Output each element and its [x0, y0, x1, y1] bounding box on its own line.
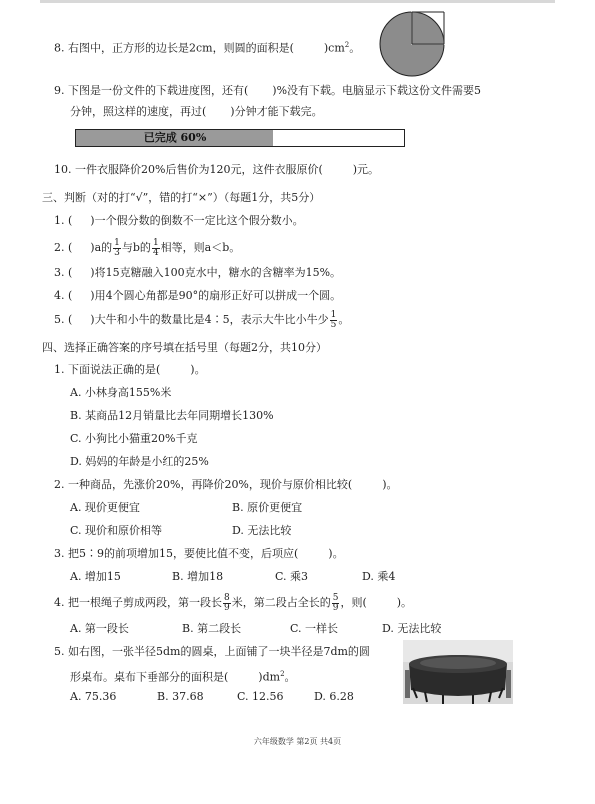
choice-5-line1: 5. 如右图，一张半径5dm的圆桌，上面铺了一块半径是7dm的圆: [54, 645, 370, 658]
progress-label: 已完成 60%: [143, 131, 207, 144]
choice-4-option-d: D. 无法比较: [382, 622, 442, 635]
choice-1-option-b: B. 某商品12月销量比去年同期增长130%: [70, 409, 274, 422]
choice-2-option-a: A. 现价更便宜: [70, 501, 140, 514]
choice-2-option-c: C. 现价和原价相等: [70, 524, 163, 537]
round-table-photo: [403, 640, 513, 704]
question-10: 10. 一件衣服降价20%后售价为120元，这件衣服原价( )元。: [54, 163, 380, 176]
fraction: $\frac{1}{4}$: [152, 237, 159, 258]
choice-3-option-c: C. 乘3: [275, 570, 309, 583]
choice-2-stem: 2. 一种商品，先涨价20%，再降价20%，现价与原价相比较( )。: [54, 478, 398, 491]
choice-4-stem: 4. 把一根绳子剪成两段，第一段长 $\frac{8}{9}$ 米，第二段占全长的 $\frac{5}{9}$ ，则( )。: [54, 592, 413, 613]
choice-3-option-d: D. 乘4: [362, 570, 396, 583]
fraction: $\frac{8}{9}$: [224, 592, 230, 613]
page-top-edge: [40, 0, 555, 3]
fraction: $\frac{5}{9}$: [332, 592, 339, 613]
judge-2: 2. ( )a的 $\frac{1}{3}$ 与b的 $\frac{1}{4}$ 相等，则a＜b。: [54, 237, 241, 258]
choice-1-option-c: C. 小狗比小猫重20%千克: [70, 432, 198, 445]
judge-4: 4. ( )用4个圆心角都是90°的扇形正好可以拼成一个圆。: [54, 289, 342, 302]
choice-5-option-a: A. 75.36: [70, 690, 117, 703]
circle-square-figure: [377, 9, 447, 79]
section-4-title: 四、选择正确答案的序号填在括号里（每题2分，共10分）: [42, 341, 327, 354]
choice-2-option-b: B. 原价更便宜: [232, 501, 303, 514]
question-9-line1: 9. 下图是一份文件的下载进度图，还有( )%没有下载。电脑显示下载这份文件需要5: [54, 84, 482, 97]
choice-1-stem: 1. 下面说法正确的是( )。: [54, 363, 206, 376]
choice-5-option-b: B. 37.68: [157, 690, 204, 703]
choice-5-line2: 形桌布。桌布下垂部分的面积是( )$dm^2$。: [70, 670, 296, 684]
download-progress-bar: [75, 129, 405, 147]
question-9-line2: 分钟，照这样的速度，再过( )分钟才能下载完。: [70, 105, 323, 118]
page-footer: 六年级数学 第2页 共4页: [253, 737, 342, 746]
choice-1-option-d: D. 妈妈的年龄是小红的25%: [70, 455, 209, 468]
judge-1: 1. ( )一个假分数的倒数不一定比这个假分数小。: [54, 214, 304, 227]
choice-5-option-d: D. 6.28: [314, 690, 354, 703]
choice-5-option-c: C. 12.56: [237, 690, 284, 703]
choice-3-option-a: A. 增加15: [70, 570, 121, 583]
choice-4-option-a: A. 第一段长: [70, 622, 129, 635]
choice-4-option-b: B. 第二段长: [182, 622, 242, 635]
fraction: $\frac{1}{3}$: [114, 237, 120, 258]
fraction: $\frac{1}{5}$: [330, 309, 337, 330]
choice-3-option-b: B. 增加18: [172, 570, 224, 583]
question-8: 8. 右图中，正方形的边长是2cm，则圆的面积是( )$cm^2$。: [54, 41, 361, 55]
judge-5: 5. ( )大牛和小牛的数量比是4∶5，表示大牛比小牛少 $\frac{1}{5}$ 。: [54, 309, 350, 330]
section-3-title: 三、判断（对的打“√”，错的打“×”）（每题1分，共5分）: [42, 191, 321, 204]
choice-4-option-c: C. 一样长: [290, 622, 339, 635]
choice-3-stem: 3. 把5∶9的前项增加15，要使比值不变，后项应( )。: [54, 547, 344, 560]
choice-2-option-d: D. 无法比较: [232, 524, 292, 537]
choice-1-option-a: A. 小林身高155%米: [70, 386, 172, 399]
judge-3: 3. ( )将15克糖融入100克水中，糖水的含糖率为15%。: [54, 266, 342, 279]
